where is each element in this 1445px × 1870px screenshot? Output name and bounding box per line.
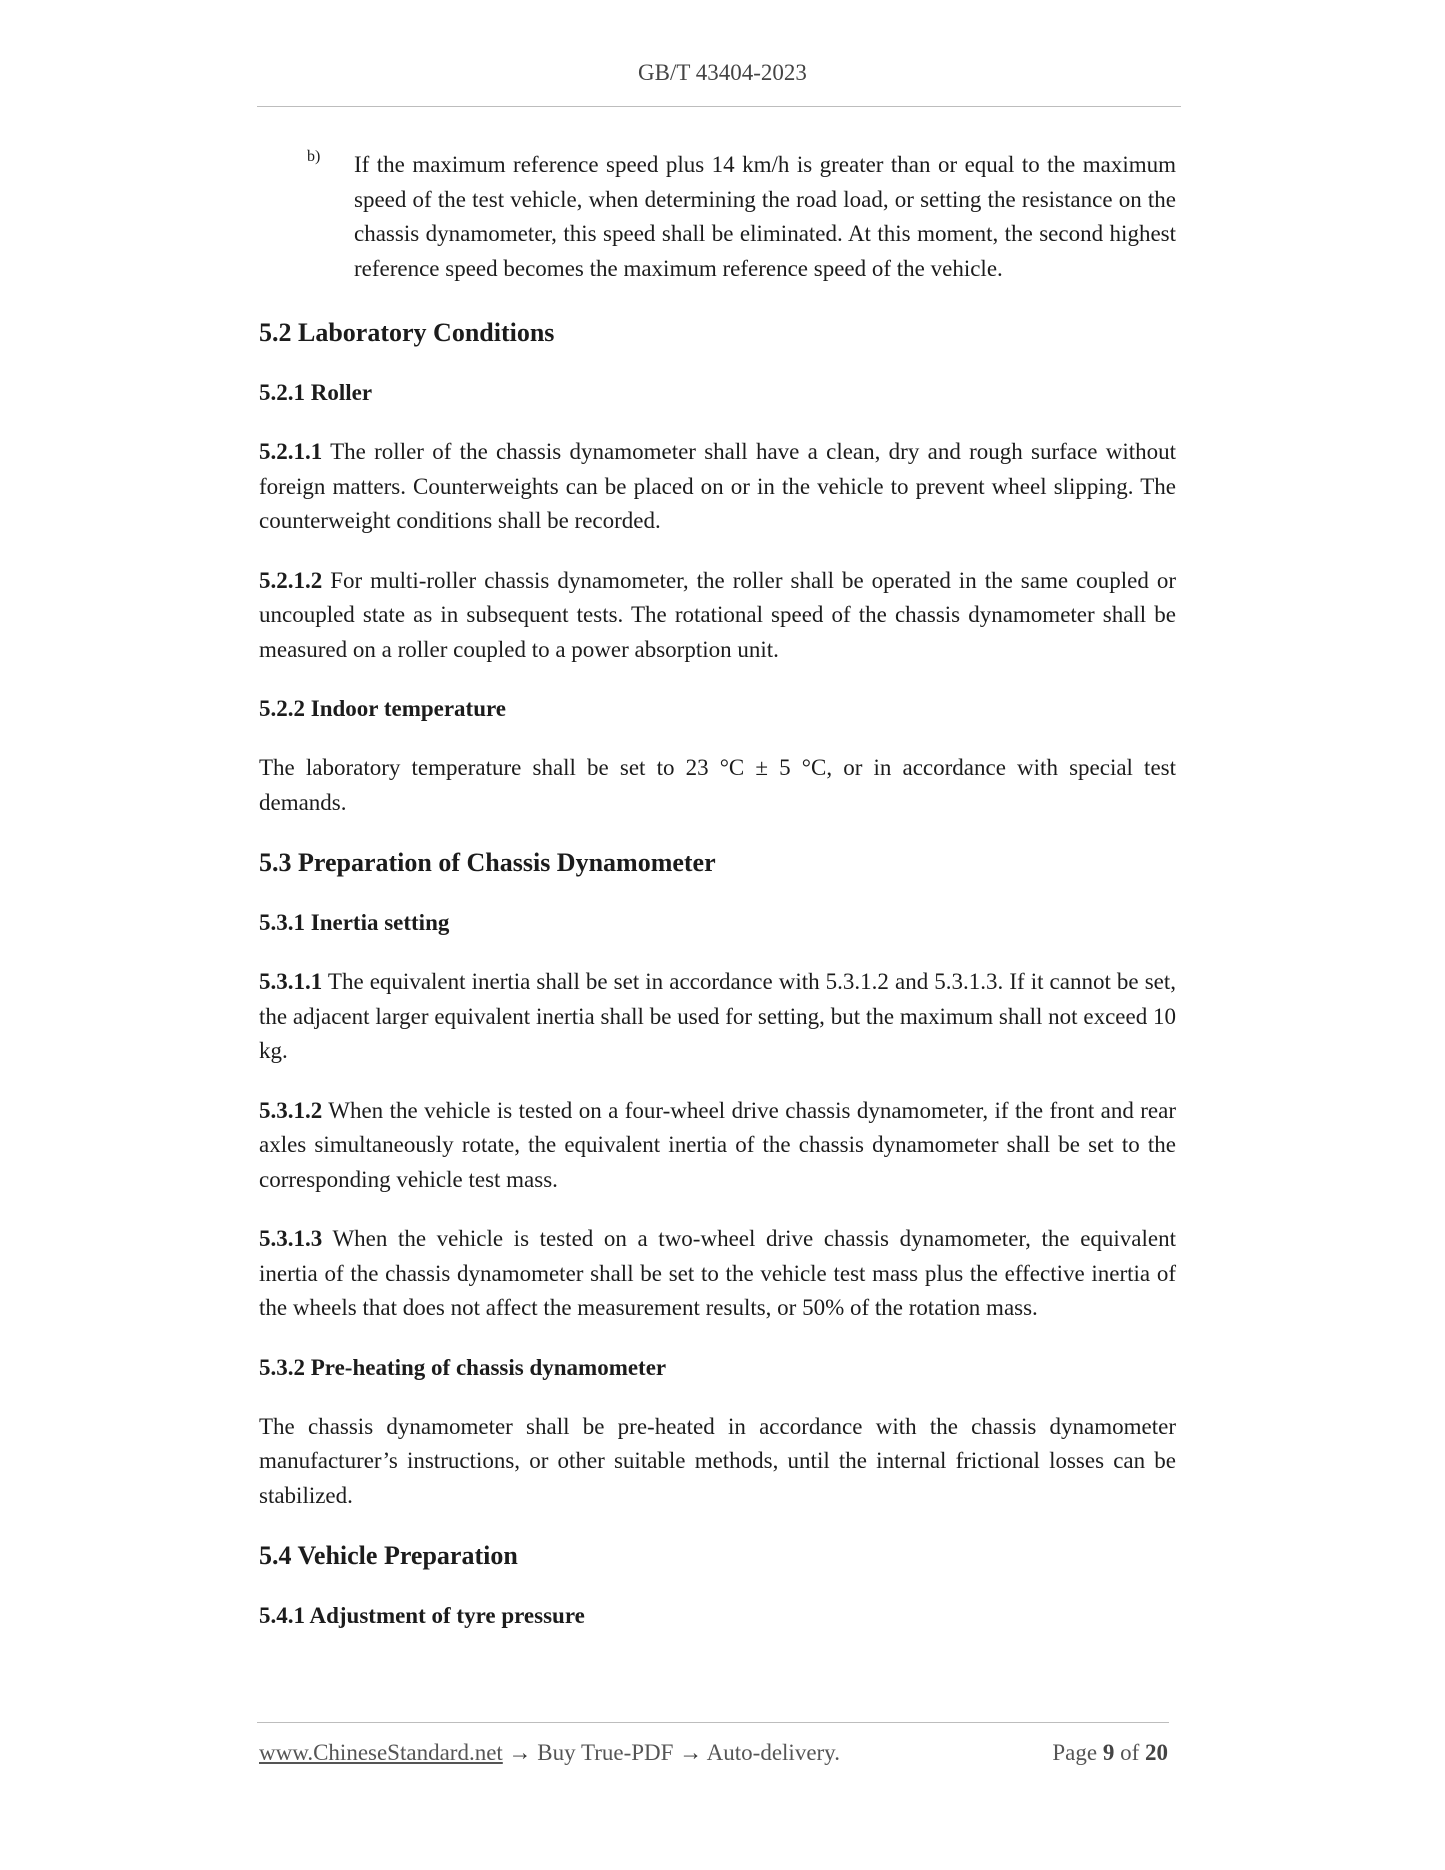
section-5-3-1-heading: 5.3.1 Inertia setting <box>259 910 450 935</box>
list-item-b <box>307 148 1176 286</box>
section-5-2-heading: 5.2 Laboratory Conditions <box>259 318 555 347</box>
clause-text: When the vehicle is tested on a two-wheel drive chassis dynamometer, the equivalent inertia of the chassis dynamometer shall be set to the vehicle test mass plus the effective inertia of the wheels that does not affect the measurement results, or 50% of the rotation mass. <box>259 1226 1176 1320</box>
list-label: b) <box>307 148 321 165</box>
section-5-2-1-heading: 5.2.1 Roller <box>259 380 373 405</box>
section-5-3-2-heading: 5.3.2 Pre-heating of chassis dynamometer <box>259 1354 667 1380</box>
page-footer <box>259 1740 1168 1766</box>
paragraph-5-2-2: The laboratory temperature shall be set to 23 °C ± 5 °C, or in accordance with special test demands. <box>259 755 1176 815</box>
section-5-3-heading: 5.3 Preparation of Chassis Dynamometer <box>259 848 716 877</box>
clause-number: 5.3.1.2 <box>259 1097 323 1123</box>
buy-text: Buy True-PDF <box>531 1740 680 1765</box>
document-body <box>259 148 1176 1658</box>
clause-5-2-1-1 <box>259 435 1176 539</box>
section-5-2-2-heading: 5.2.2 Indoor temperature <box>259 696 507 721</box>
section-5-4-1-heading: 5.4.1 Adjustment of tyre pressure <box>259 1603 585 1628</box>
section-5-4-heading: 5.4 Vehicle Preparation <box>259 1541 518 1570</box>
header-divider <box>257 106 1181 107</box>
footer-divider <box>257 1722 1169 1723</box>
of-word: of <box>1114 1740 1145 1765</box>
clause-5-3-1-2 <box>259 1094 1176 1198</box>
website-link[interactable]: www.ChineseStandard.net <box>259 1740 503 1765</box>
clause-text: The equivalent inertia shall be set in accordance with 5.3.1.2 and 5.3.1.3. If it cannot be set, the adjacent larger equivalent inertia shall be used for setting, but the maximum shall not exceed 10 kg. <box>259 969 1176 1063</box>
clause-text: The roller of the chassis dynamometer shall have a clean, dry and rough surface without foreign matters. Counterweights can be placed on or in the vehicle to prevent wheel slipping. The counterweight conditions shall be recorded. <box>259 439 1176 533</box>
current-page: 9 <box>1102 1740 1115 1765</box>
clause-number: 5.2.1.2 <box>259 567 323 593</box>
clause-number: 5.3.1.3 <box>259 1226 323 1251</box>
list-text: If the maximum reference speed plus 14 km/h is greater than or equal to the maximum speed of the test vehicle, when determining the road load, or setting the resistance on the chassis dynamometer, this speed shall be eliminated. At this moment, the second highest reference speed becomes the maximum reference speed of the vehicle. <box>354 152 1176 281</box>
clause-number: 5.3.1.1 <box>259 969 323 994</box>
delivery-text: Auto-delivery. <box>702 1740 840 1765</box>
clause-number: 5.2.1.1 <box>259 439 323 464</box>
clause-text: For multi-roller chassis dynamometer, the roller shall be operated in the same coupled or uncoupled state as in subsequent tests. The rotational speed of the chassis dynamometer shall be measured on a roller coupled to a power absorption unit. <box>259 567 1176 662</box>
page-word: Page <box>1052 1740 1103 1765</box>
clause-text: When the vehicle is tested on a four-wheel drive chassis dynamometer, if the front and rear axles simultaneously rotate, the equivalent inertia of the chassis dynamometer shall be set to the corresponding vehicle test mass. <box>259 1097 1176 1192</box>
page-number <box>1052 1740 1168 1766</box>
arrow-right-icon: → <box>679 1740 703 1765</box>
clause-5-2-1-2 <box>259 564 1176 668</box>
arrow-right-icon: → <box>508 1740 532 1765</box>
document-header: GB/T 43404-2023 <box>638 60 807 85</box>
clause-5-3-1-1 <box>259 965 1176 1069</box>
total-pages: 20 <box>1145 1740 1168 1765</box>
paragraph-5-3-2: The chassis dynamometer shall be pre-heated in accordance with the chassis dynamometer manufacturer’s instructions, or other suitable methods, until the internal frictional losses can be stabilized. <box>259 1413 1176 1508</box>
clause-5-3-1-3 <box>259 1222 1176 1326</box>
footer-promo <box>259 1740 840 1766</box>
